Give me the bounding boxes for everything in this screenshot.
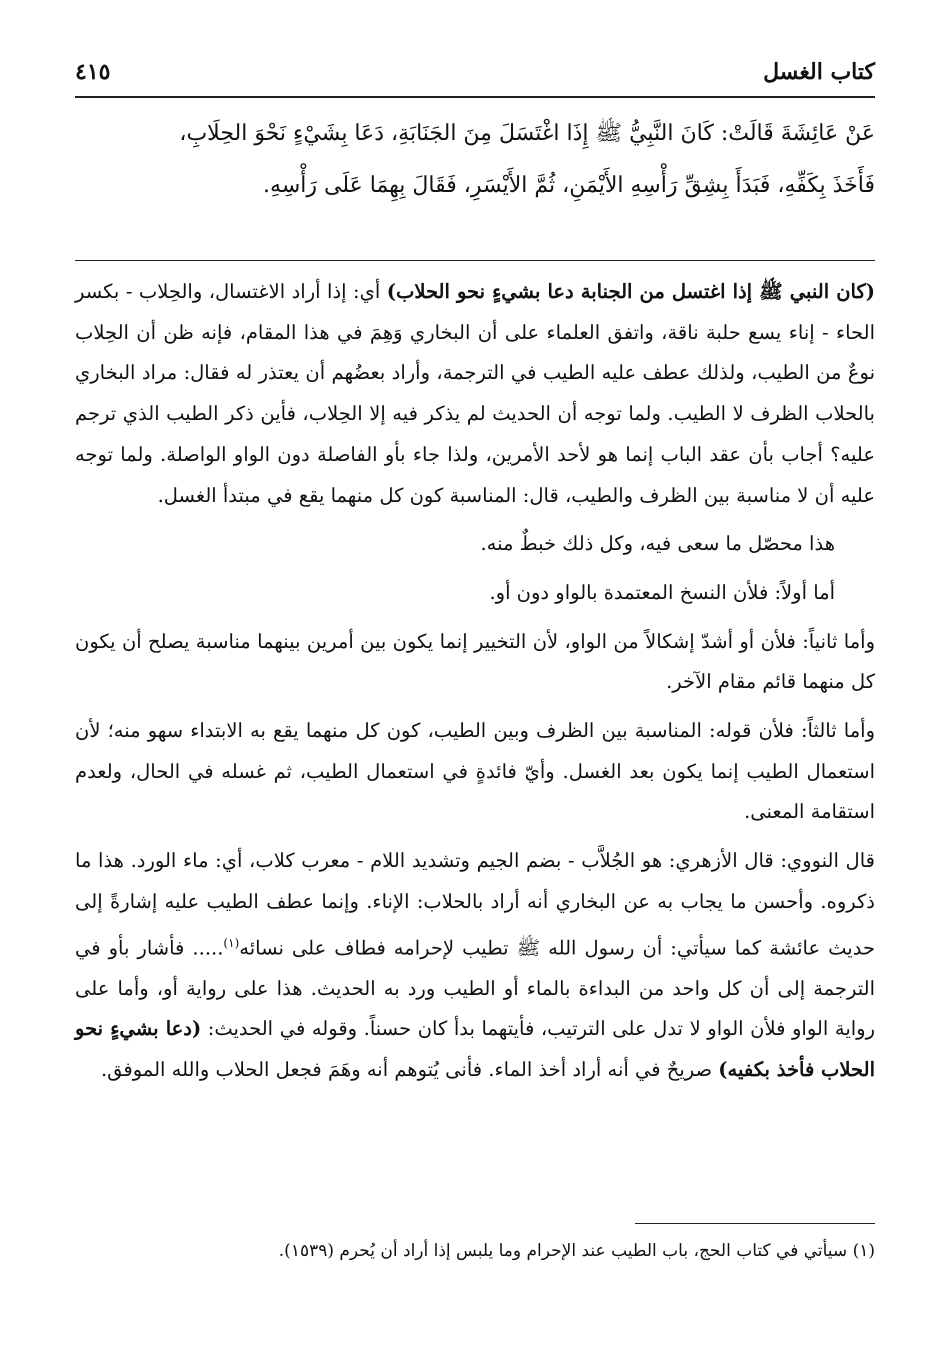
commentary-paragraph: وأما ثالثاً: فلأن قوله: المناسبة بين الظرف وبين الطيب، كون كل منهما يقع به الابتداء سهو منه؛ لأن استعمال الطيب إنما يكون بعد الغسل. وأيّ فائدةٍ في استعمال الطيب، ثم غسله في الحال، ولعدم استقامة المعنى. xyxy=(75,719,875,824)
commentary-paragraph: وأما ثانياً: فلأن أو أشدّ إشكالاً من الواو، لأن التخيير إنما يكون بين أمرين بينهما مناسبة يصلح أن يكون كل منهما قائم مقام الآخر. xyxy=(75,629,875,694)
hadith-line: عَنْ عَائِشَةَ قَالَتْ: كَانَ النَّبِيُّ ﷺ إِذَا اغْتَسَلَ مِنَ الجَنَابَةِ، دَعَا بِشَيْءٍ نَحْوَ الحِلَابِ، xyxy=(179,121,875,146)
hadith-line: فَأَخَذَ بِكَفِّهِ، فَبَدَأَ بِشِقِّ رَأْسِهِ الأَيْمَنِ، ثُمَّ الأَيْسَرِ، فَقَالَ بِهِمَا عَلَى رَأْسِهِ. xyxy=(263,173,875,198)
quoted-hadith: (كان النبي ﷺ إذا اغتسل من الجنابة دعا بشيءٍ نحو الحلاب) xyxy=(386,280,875,303)
page-number: ٤١٥ xyxy=(75,59,111,85)
header-divider xyxy=(75,96,875,98)
footnote-divider xyxy=(635,1223,875,1224)
hadith-text xyxy=(75,108,875,212)
commentary-paragraph: أما أولاً: فلأن النسخ المعتمدة بالواو دون أو. xyxy=(489,580,835,604)
paragraph-text: قال النووي: قال الأزهري: هو الجُلاَّب - بضم الجيم وتشديد اللام - معرب كلاب، أي: ماء الورد. هذا ما ذكروه. وأحسن ما يجاب به عن البخاري أنه أراد بالحلاب: الإناء. وإنما عطف الطيب عليه إشارةً إلى حديث عائشة كما سيأتي: أن رسول الله ﷺ تطيب لإحرامه فطاف على نسائه xyxy=(75,849,875,960)
commentary-paragraph xyxy=(75,272,875,516)
footnote: (١) سيأتي في كتاب الحج، باب الطيب عند الإحرام وما يلبس إذا أراد أن يُحرم (١٥٣٩). xyxy=(278,1241,875,1261)
page-header xyxy=(75,52,875,92)
chapter-title: كتاب الغسل xyxy=(763,59,875,85)
quoted-hadith: (دعا بشيءٍ نحو الحلاب فأخذ بكفيه) xyxy=(75,1017,875,1082)
paragraph-text: أي: إذا أراد الاغتسال، والحِلاب - بكسر الحاء - إناء يسع حلبة ناقة، واتفق العلماء على أن البخاري وَهِمَ في هذا المقام، فإنه ظن أن الحِلاب نوعٌ من الطيب، ولذلك عطف عليه الطيب في الترجمة، وأراد بعضُهم أن يعتذر له فقال: مراد البخاري بالحلاب الظرف لا الطيب. ولما توجه أن الحديث لم يذكر فيه إلا الحِلاب، فأين ذكر الطيب الذي ترجم عليه؟ أجاب بأن عقد الباب إنما هو لأحد الأمرين، ولذا جاء بأو الفاصلة دون الواو الواصلة. ولما توجه عليه أن لا مناسبة بين الظرف والطيب، قال: المناسبة كون كل منهما يقع في مبتدأ الغسل. xyxy=(75,280,875,507)
footnote-marker: (١) xyxy=(223,935,240,950)
paragraph-text: صريحٌ في أنه أراد أخذ الماء. فأنى يُتوهم أنه وهَمَ فجعل الحلاب والله الموفق. xyxy=(100,1058,719,1082)
commentary-paragraph xyxy=(75,841,875,1091)
section-divider xyxy=(75,260,875,261)
paragraph-text: ..... فأشار بأو في الترجمة إلى أن كل واحد من البداءة بالماء أو الطيب ورد به الحديث. هذا على رواية أو، وأما على رواية الواو فلأن الواو لا تدل على الترتيب، فأيتهما بدأ كان حسناً. وقوله في الحديث: xyxy=(75,936,875,1041)
commentary-text xyxy=(75,272,875,1099)
commentary-paragraph: هذا محصّل ما سعى فيه، وكل ذلك خبطٌ منه. xyxy=(480,532,835,556)
